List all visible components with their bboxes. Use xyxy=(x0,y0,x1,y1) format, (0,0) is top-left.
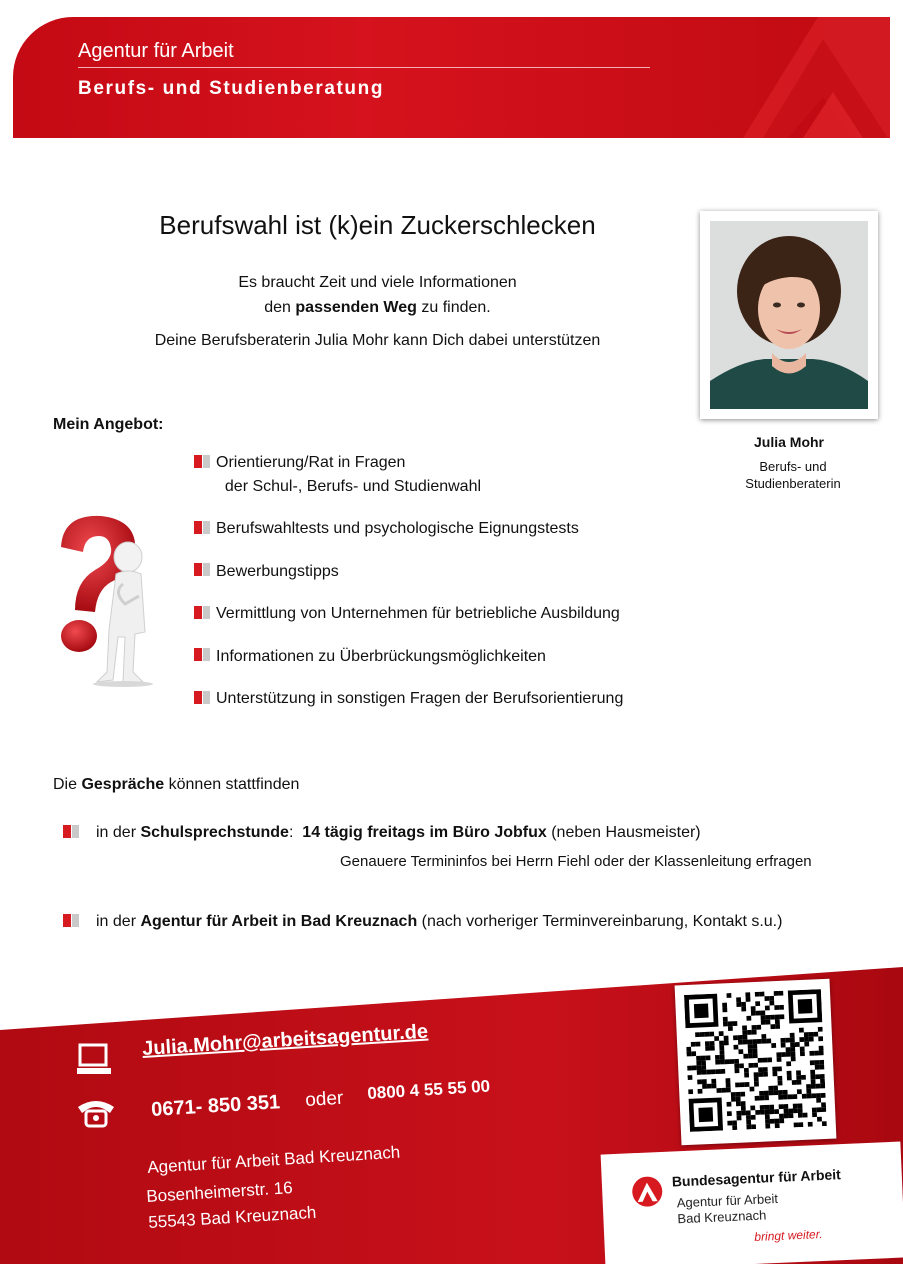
conv2-suffix: (nach vorheriger Terminvereinbarung, Kontakt s.u.) xyxy=(417,913,783,930)
offer-bullet xyxy=(194,606,210,619)
intro-line-2-suffix: zu finden. xyxy=(416,299,491,316)
agency-slogan: bringt weiter. xyxy=(754,1227,823,1244)
phone-number[interactable]: 0671- 850 351 xyxy=(150,1091,281,1122)
header-divider xyxy=(78,67,650,68)
offer-item-3: Bewerbungstipps xyxy=(216,563,339,580)
address-line-3: 55543 Bad Kreuznach xyxy=(147,1202,317,1233)
page-title: Berufswahl ist (k)ein Zuckerschlecken xyxy=(159,210,596,240)
advisor-role-line-1: Berufs- und xyxy=(759,459,827,474)
advisor-name: Julia Mohr xyxy=(753,434,824,450)
offer-bullet xyxy=(194,691,210,704)
offer-bullet xyxy=(194,648,210,661)
offer-heading: Mein Angebot: xyxy=(53,416,164,433)
hotline-number[interactable]: 0800 4 55 55 00 xyxy=(366,1076,491,1104)
offer-item-1 xyxy=(216,451,481,499)
offer-item-1-line-2: der Schul-, Berufs- und Studienwahl xyxy=(216,478,482,495)
conv2-bold: Agentur für Arbeit in Bad Kreuznach xyxy=(140,913,418,930)
telephone-icon xyxy=(76,1097,116,1129)
address-line-2: Bosenheimerstr. 16 xyxy=(145,1178,294,1207)
offer-item-6: Unterstützung in sonstigen Fragen der Berufsorientierung xyxy=(216,690,624,707)
phone-or-text: oder xyxy=(304,1087,344,1112)
agency-sub-line-1: Agentur für Arbeit xyxy=(676,1190,779,1211)
conversations-intro-prefix: Die xyxy=(53,776,82,793)
conversation-bullet xyxy=(63,825,79,838)
conversation-item-school xyxy=(96,824,701,842)
email-link[interactable]: Julia.Mohr@arbeitsagentur.de xyxy=(141,1020,429,1061)
intro-line-2-bold: passenden Weg xyxy=(295,299,417,316)
conv1-prefix: in der xyxy=(96,824,141,841)
qr-code[interactable] xyxy=(675,979,837,1146)
agency-logo-block xyxy=(601,1142,903,1271)
conv1-bold2: 14 tägig freitags im Büro Jobfux xyxy=(302,824,547,841)
conv1-bold1: Schulsprechstunde xyxy=(140,824,289,841)
agency-logo-icon xyxy=(630,1176,665,1207)
offer-item-1-line-1: Orientierung/Rat in Fragen xyxy=(216,454,406,471)
intro-line-1: Es braucht Zeit und viele Informationen xyxy=(238,274,517,291)
agency-name: Bundesagentur für Arbeit xyxy=(671,1166,842,1190)
offer-bullet xyxy=(194,521,210,534)
advisor-role-line-2: Studienberaterin xyxy=(745,476,841,491)
offer-item-4: Vermittlung von Unternehmen für betriebliche Ausbildung xyxy=(216,605,620,622)
address-line-1: Agentur für Arbeit Bad Kreuznach xyxy=(146,1142,401,1178)
conversations-intro-suffix: können stattfinden xyxy=(164,776,300,793)
conv2-prefix: in der xyxy=(96,913,141,930)
conv1-suffix: (neben Hausmeister) xyxy=(546,824,701,841)
agency-logo-watermark-icon xyxy=(703,17,890,138)
intro-line-3: Deine Berufsberaterin Julia Mohr kann Dich dabei unterstützen xyxy=(154,332,601,349)
header-title: Agentur für Arbeit xyxy=(78,40,234,62)
offer-item-2: Berufswahltests und psychologische Eignungstests xyxy=(216,520,579,537)
offer-item-5: Informationen zu Überbrückungsmöglichkeiten xyxy=(216,648,546,665)
conversation-bullet xyxy=(63,914,79,927)
advisor-photo-frame xyxy=(700,211,878,419)
conversations-intro-bold: Gespräche xyxy=(81,776,165,793)
conversations-intro xyxy=(53,776,299,794)
question-mark-figure-icon xyxy=(53,512,153,687)
header-subtitle: Berufs- und Studienberatung xyxy=(78,78,385,99)
intro-line-2-prefix: den xyxy=(264,299,296,316)
advisor-photo xyxy=(710,221,868,409)
conversation-note: Genauere Termininfos bei Herrn Fiehl oder der Klassenleitung erfragen xyxy=(340,853,812,870)
agency-sub-line-2: Bad Kreuznach xyxy=(677,1207,767,1227)
conversation-item-agency xyxy=(96,913,782,931)
advisor-role xyxy=(700,458,886,492)
offer-bullet xyxy=(194,563,210,576)
offer-bullet xyxy=(194,455,210,468)
intro-line-2 xyxy=(0,299,755,317)
computer-icon xyxy=(76,1043,112,1077)
qr-code-image xyxy=(684,989,827,1132)
conv1-mid: : xyxy=(288,824,303,841)
